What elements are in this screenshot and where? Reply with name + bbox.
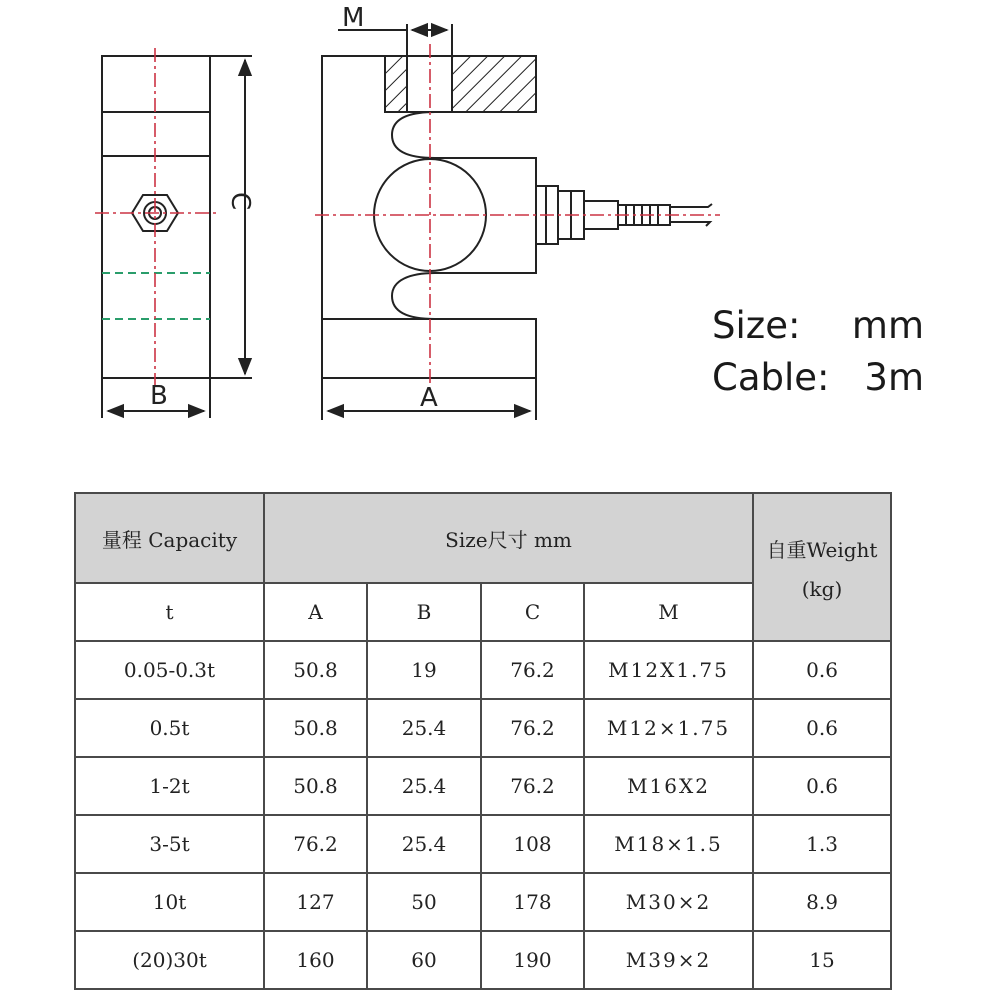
cell-weight: 0.6: [753, 757, 891, 815]
cell-b: 19: [367, 641, 481, 699]
table-row: [75, 757, 891, 815]
col-c-header: C: [481, 583, 584, 641]
cell-weight: 0.6: [753, 641, 891, 699]
table-row: [75, 815, 891, 873]
side-view-hidden-lines: [102, 273, 210, 319]
size-label: Size:: [712, 304, 801, 347]
dimension-m-label: M: [342, 3, 365, 33]
cell-m: M39×2: [584, 931, 753, 989]
cell-m: M12X1.75: [584, 641, 753, 699]
cell-capacity: (20)30t: [75, 931, 264, 989]
weight-header-line2: (kg): [801, 576, 843, 601]
cable-value: 3m: [864, 356, 924, 399]
cell-b: 25.4: [367, 699, 481, 757]
dimension-c-label: C: [225, 192, 255, 211]
table-row: [75, 699, 891, 757]
cell-b: 50: [367, 873, 481, 931]
size-value: mm: [851, 304, 924, 347]
cell-m: M16X2: [584, 757, 753, 815]
cell-weight: 1.3: [753, 815, 891, 873]
table-row: [75, 931, 891, 989]
side-view-centerlines: [95, 48, 217, 385]
cell-weight: 15: [753, 931, 891, 989]
cell-weight: 8.9: [753, 873, 891, 931]
cell-a: 50.8: [264, 699, 367, 757]
cell-m: M30×2: [584, 873, 753, 931]
thread-section-left: [385, 56, 407, 112]
cell-capacity: 10t: [75, 873, 264, 931]
col-a-header: A: [264, 583, 367, 641]
cell-capacity: 0.05-0.3t: [75, 641, 264, 699]
cell-c: 76.2: [481, 699, 584, 757]
table-header-row: [75, 493, 891, 583]
technical-drawing: [0, 0, 1000, 480]
table-row: [75, 873, 891, 931]
cell-b: 25.4: [367, 757, 481, 815]
cell-capacity: 3-5t: [75, 815, 264, 873]
unit-t: t: [75, 583, 264, 641]
cell-m: M18×1.5: [584, 815, 753, 873]
cable-label: Cable:: [712, 356, 830, 399]
cell-a: 50.8: [264, 757, 367, 815]
dimension-b-label: B: [150, 381, 168, 411]
cell-b: 60: [367, 931, 481, 989]
cell-weight: 0.6: [753, 699, 891, 757]
cell-a: 50.8: [264, 641, 367, 699]
dimension-a-label: A: [420, 383, 438, 413]
weight-header: [753, 493, 891, 641]
cell-c: 190: [481, 931, 584, 989]
cell-a: 127: [264, 873, 367, 931]
thread-section-right: [452, 56, 536, 112]
table-row: [75, 641, 891, 699]
cell-c: 108: [481, 815, 584, 873]
cell-capacity: 0.5t: [75, 699, 264, 757]
spec-table: [74, 492, 892, 990]
size-header: Size尺寸 mm: [264, 493, 753, 583]
cell-a: 160: [264, 931, 367, 989]
cell-c: 76.2: [481, 641, 584, 699]
cell-m: M12×1.75: [584, 699, 753, 757]
cell-b: 25.4: [367, 815, 481, 873]
col-m-header: M: [584, 583, 753, 641]
col-b-header: B: [367, 583, 481, 641]
cell-capacity: 1-2t: [75, 757, 264, 815]
weight-header-line1: 自重Weight: [766, 537, 878, 562]
cell-c: 76.2: [481, 757, 584, 815]
capacity-header: 量程 Capacity: [75, 493, 264, 583]
side-view: [102, 56, 252, 378]
cell-a: 76.2: [264, 815, 367, 873]
cell-c: 178: [481, 873, 584, 931]
